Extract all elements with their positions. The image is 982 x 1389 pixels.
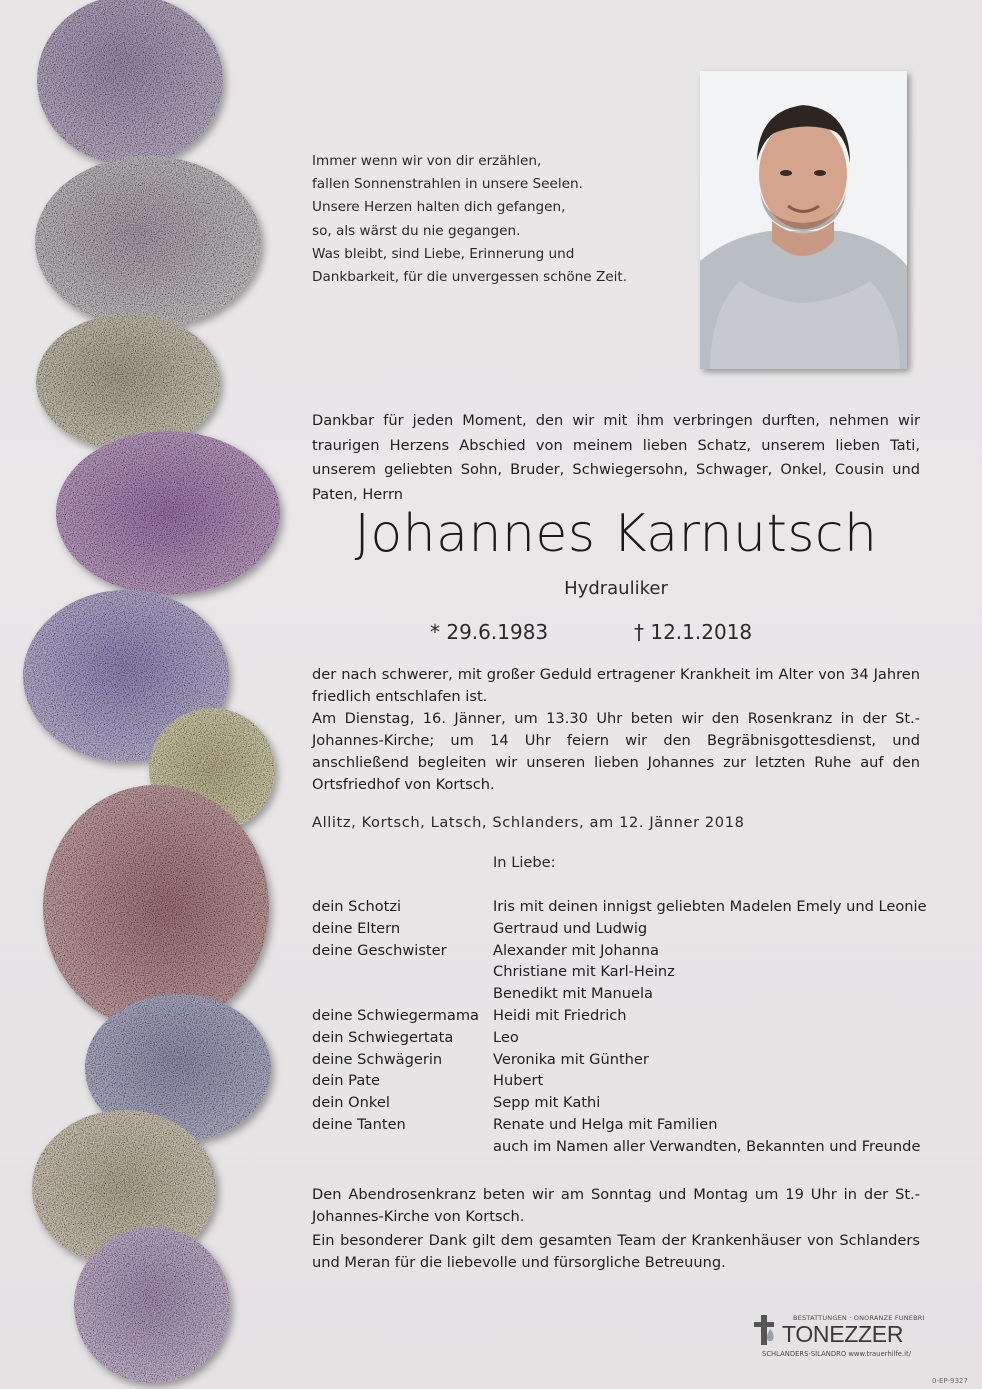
mourner-row [312, 1092, 932, 1114]
mourner-row [312, 983, 932, 1005]
mourner-row [312, 1049, 932, 1071]
announcement-paragraph: der nach schwerer, mit großer Geduld ertragener Krankheit im Alter von 34 Jahren friedlich entschlafen ist. [312, 666, 920, 705]
poem-line: Unsere Herzen halten dich gefangen, [312, 199, 566, 216]
mourner-names: Veronika mit Günther [493, 1050, 649, 1068]
announcement-text [312, 664, 920, 796]
mourner-relation: dein Schotzi [312, 898, 402, 915]
mourner-row [312, 1027, 932, 1049]
mourner-names: Leo [493, 1028, 519, 1046]
logo-brand: TONEZZER [782, 1321, 904, 1347]
mourner-row [312, 1136, 932, 1158]
closing-paragraph: Den Abendrosenkranz beten wir am Sonntag und Montag um 19 Uhr in der St.-Johannes-Kirche von Kortsch. [312, 1186, 920, 1225]
decorative-pebbles [0, 0, 300, 1389]
mourner-row [312, 1070, 932, 1092]
mourner-row [312, 940, 932, 962]
mourner-row [312, 918, 932, 940]
poem-line: Was bleibt, sind Liebe, Erinnerung und [312, 245, 575, 262]
closing-paragraph: Ein besonderer Dank gilt dem gesamten Team der Krankenhäuser von Schlanders und Meran für die liebevolle und fürsorgliche Betreuung. [312, 1232, 920, 1271]
mourner-names: auch im Namen aller Verwandten, Bekannten und Freunde [493, 1137, 921, 1155]
mourner-relation: dein Onkel [312, 1094, 390, 1112]
mourner-names: Hubert [493, 1072, 544, 1090]
mourner-names: Christiane mit Karl-Heinz [493, 963, 675, 981]
funeral-home-logo [752, 1311, 925, 1361]
mourner-relation: deine Tanten [312, 1115, 406, 1133]
mourner-relation: deine Schwiegermama [312, 1006, 479, 1024]
mourner-names: Alexander mit Johanna [493, 941, 659, 959]
mourner-names: Heidi mit Friedrich [493, 1006, 627, 1024]
logo-tagline: BESTATTUNGEN · ONORANZE FUNEBRI [793, 1314, 925, 1322]
document-code: 0-EP-9327 [932, 1377, 968, 1385]
in-liebe-heading: In Liebe: [493, 854, 556, 871]
logo-subline: SCHLANDERS-SILANDRO www.trauerhilfe.it/ [762, 1350, 911, 1358]
mourner-names: Sepp mit Kathi [493, 1094, 601, 1112]
mourner-names: Benedikt mit Manuela [493, 985, 653, 1003]
birth-date: * 29.6.1983 [430, 620, 549, 644]
mourner-relation: deine Schwägerin [312, 1050, 443, 1068]
mourner-relation: dein Pate [312, 1072, 380, 1090]
poem-line: so, als wärst du nie gegangen. [312, 222, 521, 239]
closing-text [312, 1184, 920, 1276]
mourner-names: Iris mit deinen innigst geliebten Madelen Emely und Leonie [493, 898, 927, 915]
poem [312, 150, 692, 289]
mourner-relation [312, 961, 493, 983]
mourner-names: Renate und Helga mit Familien [493, 1115, 718, 1133]
poem-line: Dankbarkeit, für die unvergessen schöne Zeit. [312, 269, 628, 286]
poem-line: Immer wenn wir von dir erzählen, [312, 153, 542, 169]
mourner-row [312, 896, 932, 918]
portrait-photo [700, 71, 907, 369]
cross-drop-icon [752, 1315, 778, 1345]
mourner-relation: deine Geschwister [312, 941, 447, 959]
mourner-relation [312, 1136, 493, 1158]
mourner-relation: dein Schwiegertata [312, 1028, 454, 1046]
mourner-row [312, 1005, 932, 1027]
place-date: Allitz, Kortsch, Latsch, Schlanders, am 12. Jänner 2018 [312, 814, 745, 831]
mourner-relation [312, 983, 493, 1005]
profession: Hydrauliker [564, 578, 668, 599]
mourner-names: Gertraud und Ludwig [493, 919, 648, 937]
deceased-name: Johannes Karnutsch [354, 504, 878, 564]
intro-text: Dankbar für jeden Moment, den wir mit ihm verbringen durften, nehmen wir traurigen Herzens Abschied von meinem lieben Schatz, unserem lieben Tati, unserem geliebten Sohn, Bruder, Schwiegersohn, Schwager, Onkel, Cousin und Paten, Herrn [312, 412, 920, 503]
mourners-list [312, 896, 932, 1158]
poem-line: fallen Sonnenstrahlen in unsere Seelen. [312, 176, 583, 193]
mourner-row [312, 961, 932, 983]
announcement-paragraph: Am Dienstag, 16. Jänner, um 13.30 Uhr beten wir den Rosenkranz in der St.-Johannes-Kirche; um 14 Uhr feiern wir den Begräbnisgottesdienst, und anschließend begleiten wir unseren lieben Johannes zur letzten Ruhe auf den Ortsfriedhof von Kortsch. [312, 710, 920, 793]
death-date: † 12.1.2018 [634, 620, 753, 644]
mourner-relation: deine Eltern [312, 919, 401, 937]
mourner-row [312, 1114, 932, 1136]
